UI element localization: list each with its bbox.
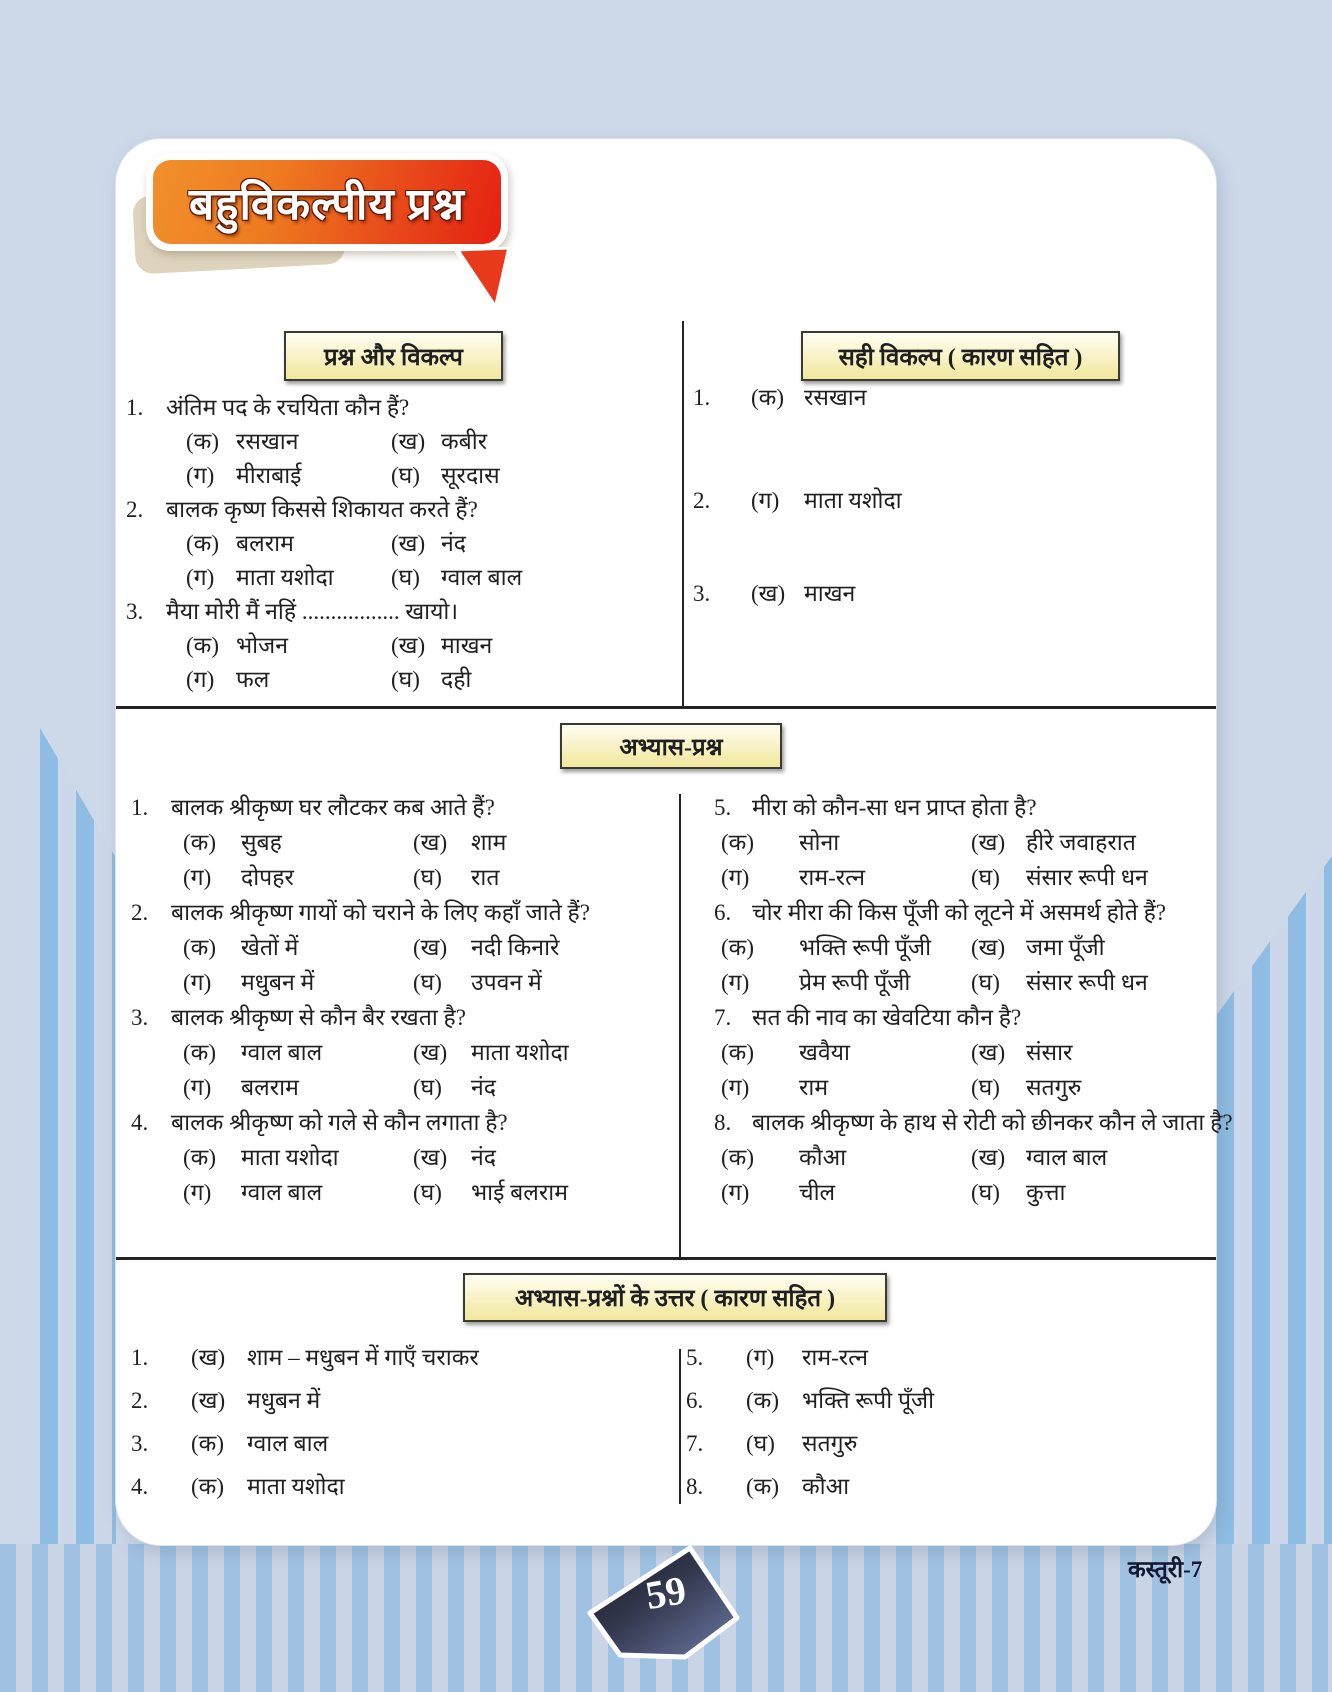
section3-header	[463, 1273, 887, 1322]
option-label: (ग)	[721, 1180, 750, 1205]
option-label: (ख)	[971, 1040, 1006, 1065]
speech-tail-icon	[446, 247, 518, 317]
section-divider	[116, 1257, 1216, 1260]
answer-item	[686, 1384, 1206, 1418]
option-d	[413, 1175, 568, 1210]
option-b	[413, 930, 559, 965]
question-item	[131, 1000, 676, 1105]
option-label: (क)	[183, 1145, 216, 1170]
option-text: ग्वाल बाल	[1026, 1145, 1108, 1170]
option-text: संसार	[1026, 1040, 1073, 1065]
option-text: रसखान	[236, 429, 299, 454]
option-text: राम	[799, 1075, 829, 1100]
option-label: (ग)	[186, 463, 215, 488]
option-text: माता यशोदा	[241, 1145, 339, 1170]
question-text: मीरा को कौन-सा धन प्राप्त होता है?	[752, 795, 1037, 820]
option-c	[183, 1070, 413, 1105]
section3-header-label: अभ्यास-प्रश्नों के उत्तर ( कारण सहित )	[514, 1286, 836, 1312]
option-label: (ख)	[413, 1145, 448, 1170]
option-text: नंद	[441, 531, 466, 556]
question-number: 3.	[131, 1005, 149, 1030]
answer-item	[686, 1427, 1206, 1461]
page-number: 59	[642, 1566, 690, 1619]
option-text: बलराम	[236, 531, 294, 556]
option-label: (घ)	[971, 1075, 1000, 1100]
option-c	[183, 860, 413, 895]
section3-left-answers	[131, 1341, 661, 1513]
option-text: भोजन	[236, 633, 288, 658]
option-text: सोना	[799, 830, 840, 855]
answer-number: 2.	[131, 1388, 149, 1413]
answer-item	[131, 1341, 661, 1375]
question-item	[126, 595, 678, 697]
section3-right-answers	[686, 1341, 1206, 1513]
section1-column-divider	[682, 321, 684, 706]
option-label: (घ)	[413, 1180, 442, 1205]
option-a	[186, 629, 391, 663]
option-text: भाई बलराम	[471, 1180, 569, 1205]
option-text: जमा पूँजी	[1026, 935, 1105, 960]
option-label: (क)	[183, 830, 216, 855]
answer-number: 6.	[686, 1388, 704, 1413]
option-d	[971, 965, 1148, 1000]
answer-number: 5.	[686, 1345, 704, 1370]
option-b	[391, 425, 487, 459]
option-a	[183, 825, 413, 860]
answer-item	[131, 1427, 661, 1461]
section1-right-header	[801, 331, 1120, 381]
option-a	[183, 1035, 413, 1070]
option-text: राम-रत्न	[799, 865, 866, 890]
option-label: (ख)	[413, 830, 448, 855]
option-label: (ख)	[391, 429, 426, 454]
answer-number: 1.	[131, 1345, 149, 1370]
option-c	[186, 561, 391, 595]
option-label: (ग)	[183, 970, 212, 995]
answer-option-label: (घ)	[746, 1431, 775, 1456]
answer-item	[131, 1470, 661, 1504]
option-a	[183, 930, 413, 965]
option-d	[413, 965, 542, 1000]
option-text: ग्वाल बाल	[241, 1180, 323, 1205]
answer-number: 7.	[686, 1431, 704, 1456]
answer-option-label: (ख)	[191, 1345, 226, 1370]
option-label: (क)	[183, 935, 216, 960]
question-item	[714, 1000, 1214, 1105]
answer-text: माखन	[804, 581, 856, 606]
option-b	[391, 527, 466, 561]
option-text: खवैया	[799, 1040, 850, 1065]
option-label: (घ)	[971, 970, 1000, 995]
question-number: 5.	[714, 795, 732, 820]
answer-item	[693, 577, 1198, 611]
answer-item	[693, 484, 1198, 518]
answer-item	[686, 1470, 1206, 1504]
question-text: सत की नाव का खेवटिया कौन है?	[752, 1005, 1022, 1030]
question-item	[714, 790, 1214, 895]
option-b	[413, 1140, 496, 1175]
option-label: (घ)	[391, 463, 420, 488]
option-c	[183, 965, 413, 1000]
option-a	[183, 1140, 413, 1175]
option-label: (ख)	[971, 935, 1006, 960]
option-label: (ग)	[721, 1075, 750, 1100]
option-a	[721, 930, 971, 965]
option-label: (ख)	[413, 1040, 448, 1065]
option-label: (घ)	[413, 970, 442, 995]
question-number: 1.	[131, 795, 149, 820]
option-label: (क)	[721, 1040, 754, 1065]
answer-item	[686, 1341, 1206, 1375]
option-c	[186, 459, 391, 493]
question-number: 7.	[714, 1005, 732, 1030]
option-a	[186, 425, 391, 459]
answer-option-label: (ग)	[746, 1345, 775, 1370]
option-text: बलराम	[241, 1075, 299, 1100]
question-item	[714, 895, 1214, 1000]
option-label: (क)	[721, 830, 754, 855]
answer-text: माता यशोदा	[804, 488, 902, 513]
option-text: ग्वाल बाल	[441, 565, 523, 590]
answer-text: सतगुरु	[802, 1431, 858, 1456]
question-text: चोर मीरा की किस पूँजी को लूटने में असमर्थ होते हैं?	[752, 900, 1167, 925]
option-d	[391, 561, 522, 595]
answer-text: कौआ	[802, 1474, 850, 1499]
option-c	[721, 860, 971, 895]
answer-option-label: (ख)	[191, 1388, 226, 1413]
option-text: सतगुरु	[1026, 1075, 1082, 1100]
option-label: (घ)	[971, 1180, 1000, 1205]
option-c	[721, 1070, 971, 1105]
option-label: (ख)	[391, 633, 426, 658]
answer-text: राम-रत्न	[802, 1345, 869, 1370]
question-number: 1.	[126, 395, 144, 420]
option-d	[391, 663, 471, 697]
option-text: माता यशोदा	[471, 1040, 569, 1065]
section1-left-header	[284, 331, 503, 381]
option-text: माखन	[441, 633, 493, 658]
option-b	[971, 1035, 1072, 1070]
question-item	[126, 391, 678, 493]
question-item	[131, 1105, 676, 1210]
option-text: फल	[236, 667, 270, 692]
option-c	[186, 663, 391, 697]
option-text: मीराबाई	[236, 463, 302, 488]
section2-right-questions	[714, 790, 1233, 1210]
option-label: (ग)	[183, 865, 212, 890]
option-label: (ग)	[186, 667, 215, 692]
option-label: (ग)	[183, 1075, 212, 1100]
option-a	[721, 1035, 971, 1070]
section1-right-header-label: सही विकल्प ( कारण सहित )	[838, 344, 1083, 371]
option-a	[186, 527, 391, 561]
option-label: (ख)	[391, 531, 426, 556]
option-c	[183, 1175, 413, 1210]
answer-option-label: (ख)	[751, 581, 786, 606]
option-text: कबीर	[441, 429, 488, 454]
option-d	[971, 1175, 1066, 1210]
option-b	[971, 825, 1136, 860]
section3-column-divider	[679, 1349, 681, 1504]
question-number: 6.	[714, 900, 732, 925]
page-title: बहुविकल्पीय प्रश्न	[188, 180, 466, 229]
option-b	[971, 1140, 1107, 1175]
option-text: हीरे जवाहरात	[1026, 830, 1136, 855]
option-text: नंद	[471, 1075, 496, 1100]
answer-number: 2.	[693, 488, 711, 513]
answer-number: 3.	[693, 581, 711, 606]
question-text: मैया मोरी मैं नहिं ................. खायो।	[166, 599, 459, 624]
option-a	[721, 825, 971, 860]
answer-number: 3.	[131, 1431, 149, 1456]
option-text: माता यशोदा	[236, 565, 334, 590]
option-b	[413, 825, 506, 860]
question-text: अंतिम पद के रचयिता कौन हैं?	[166, 395, 410, 420]
answer-option-label: (क)	[746, 1388, 779, 1413]
question-text: बालक श्रीकृष्ण गायों को चराने के लिए कहाँ जाते हैं?	[171, 900, 590, 925]
option-label: (घ)	[413, 865, 442, 890]
answer-text: माता यशोदा	[247, 1474, 345, 1499]
option-label: (ग)	[186, 565, 215, 590]
answer-number: 4.	[131, 1474, 149, 1499]
option-label: (क)	[183, 1040, 216, 1065]
option-text: नदी किनारे	[471, 935, 560, 960]
option-text: नंद	[471, 1145, 496, 1170]
option-text: दोपहर	[241, 865, 294, 890]
option-b	[971, 930, 1105, 965]
option-label: (घ)	[971, 865, 1000, 890]
answer-text: रसखान	[804, 385, 867, 410]
option-text: प्रेम रूपी पूँजी	[799, 970, 911, 995]
option-label: (ग)	[721, 865, 750, 890]
answer-text: शाम – मधुबन में गाएँ चराकर	[247, 1345, 479, 1370]
answer-item	[693, 381, 1198, 415]
question-text: बालक श्रीकृष्ण के हाथ से रोटी को छीनकर कौन ले जाता है?	[752, 1110, 1233, 1135]
option-label: (घ)	[391, 565, 420, 590]
question-text: बालक श्रीकृष्ण से कौन बैर रखता है?	[171, 1005, 466, 1030]
banner-frame	[146, 153, 508, 251]
worksheet-card	[115, 138, 1233, 1546]
question-text: बालक कृष्ण किससे शिकायत करते हैं?	[166, 497, 478, 522]
answer-option-label: (क)	[751, 385, 784, 410]
option-text: दही	[441, 667, 472, 692]
answer-option-label: (ग)	[751, 488, 780, 513]
option-text: खेतों में	[241, 935, 299, 960]
answer-option-label: (क)	[746, 1474, 779, 1499]
section2-left-questions	[131, 790, 676, 1210]
section1-left-header-label: प्रश्न और विकल्प	[324, 344, 463, 371]
option-label: (क)	[186, 633, 219, 658]
question-number: 4.	[131, 1110, 149, 1135]
question-item	[131, 790, 676, 895]
option-label: (घ)	[391, 667, 420, 692]
book-label: कस्तूरी-7	[1128, 1557, 1203, 1582]
option-c	[721, 1175, 971, 1210]
question-number: 2.	[126, 497, 144, 522]
option-label: (ग)	[721, 970, 750, 995]
option-text: संसार रूपी धन	[1026, 865, 1148, 890]
question-item	[714, 1105, 1233, 1210]
section1-questions	[126, 391, 678, 697]
option-b	[413, 1035, 569, 1070]
option-d	[971, 1070, 1081, 1105]
section-divider	[116, 706, 1216, 709]
answer-option-label: (क)	[191, 1431, 224, 1456]
section1-answers	[693, 381, 1198, 611]
option-d	[413, 860, 499, 895]
answer-text: भक्ति रूपी पूँजी	[802, 1388, 935, 1413]
option-b	[391, 629, 492, 663]
question-number: 8.	[714, 1110, 732, 1135]
question-text: बालक श्रीकृष्ण घर लौटकर कब आते हैं?	[171, 795, 495, 820]
option-text: मधुबन में	[241, 970, 315, 995]
option-label: (क)	[186, 429, 219, 454]
option-label: (ख)	[971, 1145, 1006, 1170]
question-item	[131, 895, 676, 1000]
option-text: संसार रूपी धन	[1026, 970, 1148, 995]
option-a	[721, 1140, 971, 1175]
option-text: कौआ	[799, 1145, 847, 1170]
section2-header	[560, 723, 782, 769]
option-d	[391, 459, 500, 493]
option-label: (घ)	[413, 1075, 442, 1100]
banner-fill	[153, 160, 501, 244]
question-number: 3.	[126, 599, 144, 624]
option-text: रात	[471, 865, 500, 890]
option-text: सुबह	[241, 830, 282, 855]
option-label: (क)	[721, 935, 754, 960]
question-text: बालक श्रीकृष्ण को गले से कौन लगाता है?	[171, 1110, 508, 1135]
option-text: ग्वाल बाल	[241, 1040, 323, 1065]
option-d	[971, 860, 1148, 895]
option-text: सूरदास	[441, 463, 500, 488]
title-banner	[146, 153, 526, 328]
option-label: (क)	[186, 531, 219, 556]
answer-text: मधुबन में	[247, 1388, 321, 1413]
option-d	[413, 1070, 496, 1105]
question-item	[126, 493, 678, 595]
option-label: (ख)	[413, 935, 448, 960]
answer-option-label: (क)	[191, 1474, 224, 1499]
option-label: (ख)	[971, 830, 1006, 855]
option-text: कुत्ता	[1026, 1180, 1066, 1205]
answer-item	[131, 1384, 661, 1418]
section2-header-label: अभ्यास-प्रश्न	[619, 734, 723, 761]
answer-number: 1.	[693, 385, 711, 410]
answer-number: 8.	[686, 1474, 704, 1499]
option-c	[721, 965, 971, 1000]
option-label: (ग)	[183, 1180, 212, 1205]
option-text: भक्ति रूपी पूँजी	[799, 935, 932, 960]
option-text: चील	[799, 1180, 836, 1205]
section2-column-divider	[679, 794, 681, 1257]
option-label: (क)	[721, 1145, 754, 1170]
question-number: 2.	[131, 900, 149, 925]
page-number-badge	[585, 1542, 745, 1667]
answer-text: ग्वाल बाल	[247, 1431, 329, 1456]
option-text: शाम	[471, 830, 507, 855]
option-text: उपवन में	[471, 970, 542, 995]
